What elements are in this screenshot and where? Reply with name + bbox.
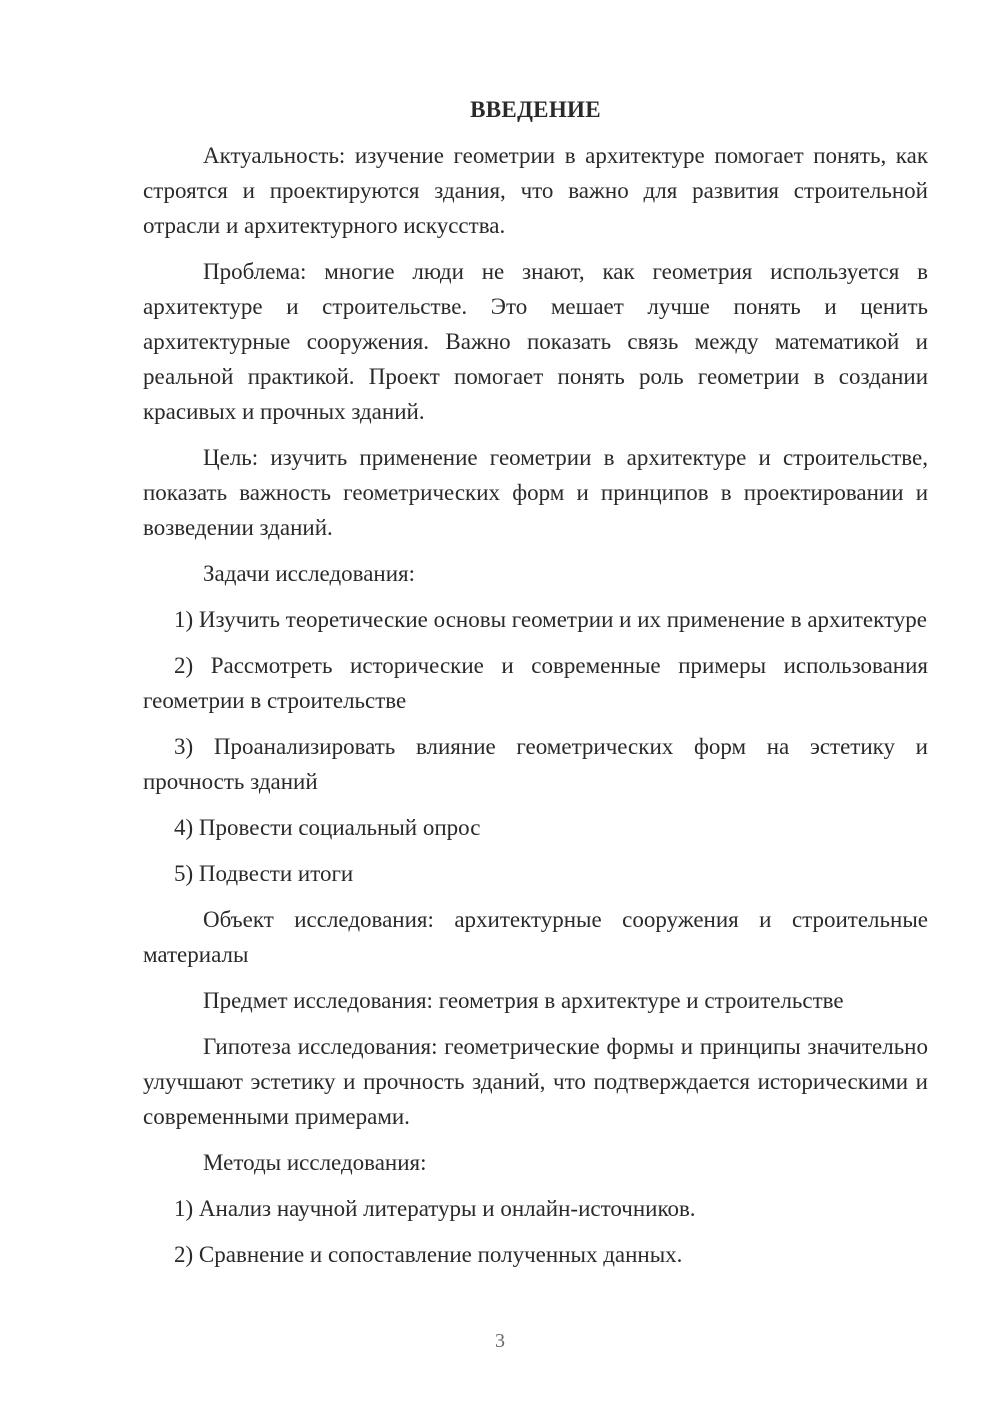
document-page (143, 92, 928, 1283)
object-paragraph: Объект исследования: архитектурные сооружения и строительные материалы (143, 907, 928, 967)
task-item: 2) Рассмотреть исторические и современные примеры использования геометрии в строительстве (143, 653, 928, 713)
task-item: 4) Провести социальный опрос (174, 815, 481, 840)
section-heading: ВВЕДЕНИЕ (470, 97, 601, 122)
problem-paragraph: Проблема: многие люди не знают, как геометрия используется в архитектуре и строительстве. Это мешает лучше понять и ценить архитектурные сооружения. Важно показать связь между математикой и реальной практикой. Проект помогает понять роль геометрии в создании красивых и прочных зданий. (143, 259, 928, 424)
goal-paragraph: Цель: изучить применение геометрии в архитектуре и строительстве, показать важность геометрических форм и принципов в проектировании и возведении зданий. (143, 445, 928, 540)
methods-title: Методы исследования: (203, 1150, 427, 1175)
task-item: 3) Проанализировать влияние геометрических форм на эстетику и прочность зданий (143, 734, 928, 794)
task-item: 1) Изучить теоретические основы геометрии и их применение в архитектуре (174, 607, 927, 632)
task-item: 5) Подвести итоги (174, 861, 354, 886)
hypothesis-paragraph: Гипотеза исследования: геометрические формы и принципы значительно улучшают эстетику и прочность зданий, что подтверждается историческими и современными примерами. (143, 1034, 928, 1129)
tasks-title: Задачи исследования: (203, 561, 416, 586)
method-item: 2) Сравнение и сопоставление полученных данных. (174, 1242, 683, 1267)
subject-paragraph: Предмет исследования: геометрия в архитектуре и строительстве (203, 988, 844, 1013)
relevance-paragraph: Актуальность: изучение геометрии в архитектуре помогает понять, как строятся и проектируются здания, что важно для развития строительной отрасли и архитектурного искусства. (143, 143, 928, 238)
page-number: 3 (495, 1330, 505, 1352)
method-item: 1) Анализ научной литературы и онлайн-источников. (174, 1196, 696, 1221)
